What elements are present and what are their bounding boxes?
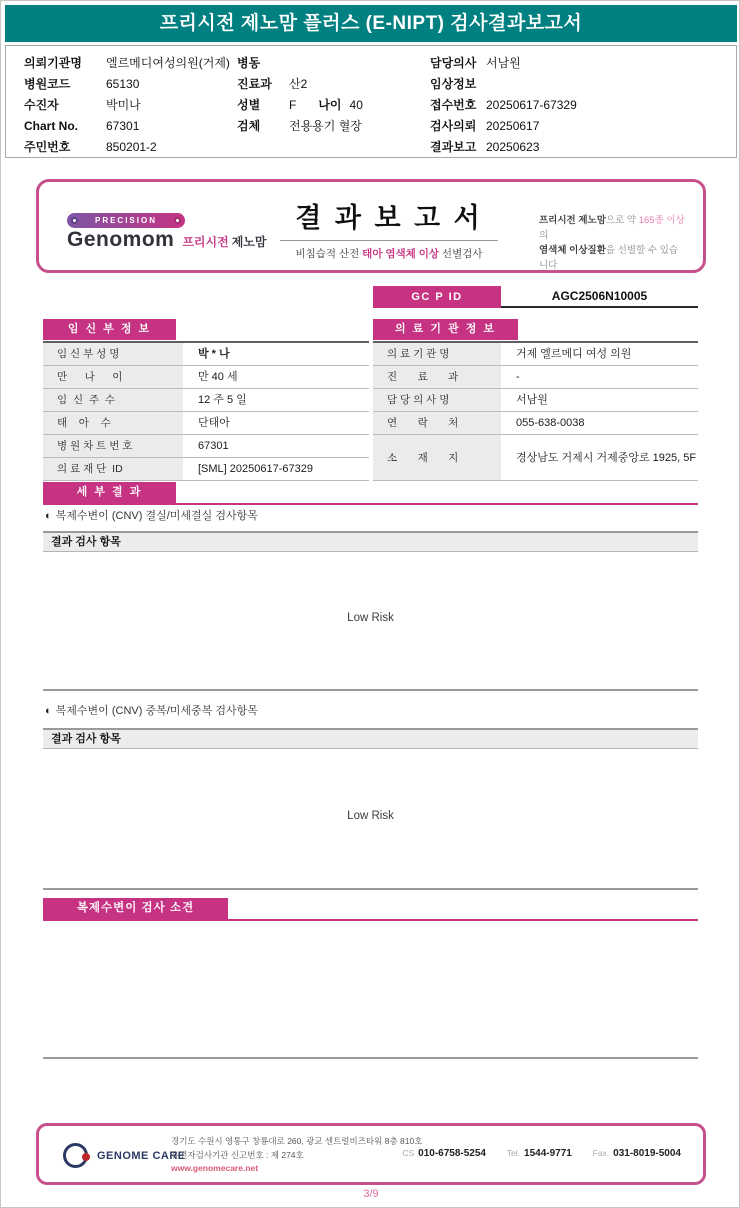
info-value: 20250617 — [486, 119, 540, 133]
patient-info-col2 — [237, 53, 432, 137]
table-row — [373, 412, 698, 435]
cnv-opinion-title: 복제수변이 검사 소견 — [43, 898, 228, 919]
info-value: 20250617-67329 — [486, 98, 577, 112]
genomom-logo-text: Genomom — [67, 228, 175, 251]
report-title: 결 과 보 고 서 — [295, 203, 483, 233]
low-risk-text: Low Risk — [347, 810, 394, 822]
info-row — [237, 95, 432, 116]
section-divider — [43, 888, 698, 890]
info-value: 엘르메디여성의원(거제) — [106, 56, 230, 70]
genomecare-logo-text: GENOME CARE — [97, 1149, 186, 1162]
footer-website[interactable]: www.genomecare.net — [171, 1163, 259, 1173]
result-column-header: 결과 검사 항목 — [43, 728, 698, 749]
row-value: [SML] 20250617-67329 — [183, 458, 369, 480]
row-label: 진 료 과 — [373, 366, 501, 388]
row-value: 67301 — [183, 435, 369, 457]
genomecare-logo — [63, 1143, 186, 1168]
promo-highlight: 165종 이상 — [638, 215, 685, 226]
detail-result-title: 세 부 결 과 — [43, 482, 176, 503]
footer-address-block — [171, 1135, 422, 1176]
info-row — [237, 116, 432, 137]
table-row — [43, 389, 369, 412]
info-row — [430, 74, 720, 95]
info-row — [430, 137, 720, 158]
info-row — [237, 74, 432, 95]
clinic-info-table — [373, 319, 698, 481]
half-circle-icon: ◐ — [45, 705, 52, 717]
row-label: 병 원 차 트 번 호 — [43, 435, 183, 457]
tel-label: Tel. — [506, 1148, 521, 1158]
info-value: 전용용기 혈장 — [289, 119, 362, 133]
gcpid-value: AGC2506N10005 — [501, 286, 698, 308]
precision-badge-label: PRECISION — [94, 216, 157, 225]
info-label: 검사의뢰 — [430, 119, 477, 133]
row-label: 연 락 처 — [373, 412, 501, 434]
row-value: 12 주 5 일 — [183, 389, 369, 411]
cs-number: 010-6758-5254 — [418, 1148, 486, 1159]
fax-number: 031-8019-5004 — [613, 1148, 681, 1159]
info-row — [430, 116, 720, 137]
row-label: 임 신 부 성 명 — [43, 343, 183, 365]
table-row — [373, 343, 698, 366]
brand-korean-precision: 프리시전 — [182, 235, 229, 249]
table-row — [373, 366, 698, 389]
patient-info-col3 — [430, 53, 720, 158]
gcpid-row — [373, 286, 698, 308]
info-label: 결과보고 — [430, 140, 477, 154]
row-value: 거제 엘르메디 여성 의원 — [501, 343, 698, 365]
fax-label: Fax. — [592, 1148, 610, 1158]
info-row — [24, 116, 239, 137]
mother-info-table — [43, 319, 369, 481]
info-row — [237, 53, 432, 74]
row-label: 담 당 의 사 명 — [373, 389, 501, 411]
title-divider — [280, 240, 498, 241]
info-row — [24, 95, 239, 116]
row-label: 태 아 수 — [43, 412, 183, 434]
promo-text: 프리시전 제노맘으로 약 165종 이상의 염색체 이상질환을 선별할 수 있습니다 — [539, 215, 685, 271]
info-label: 접수번호 — [430, 98, 477, 112]
patient-info-col1 — [24, 53, 239, 158]
table-row — [43, 458, 369, 481]
table-row — [43, 435, 369, 458]
info-label: 검체 — [237, 119, 261, 133]
result-column-header: 결과 검사 항목 — [43, 531, 698, 552]
row-value: 박 * 나 — [183, 343, 369, 365]
genomom-logo — [67, 228, 267, 252]
info-value: 산2 — [289, 77, 308, 91]
info-label: 나이 — [318, 98, 342, 112]
badge-dot-icon — [71, 217, 78, 224]
row-label: 의 료 기 관 명 — [373, 343, 501, 365]
subtitle-highlight: 태아 염색체 이상 — [362, 248, 440, 260]
genomecare-logo-icon — [63, 1143, 88, 1168]
row-value: - — [501, 366, 698, 388]
detail-result-section-header — [43, 482, 698, 505]
info-label: Chart No. — [24, 119, 78, 133]
cnv-deletion-heading: ◐ 복제수변이 (CNV) 결실/미세결실 검사항목 — [45, 510, 258, 522]
report-subtitle: 비침습적 산전 태아 염색체 이상 선별검사 — [295, 248, 483, 260]
footer-license: 유전자검사기관 신고번호 : 제 274호 — [171, 1149, 304, 1160]
precision-badge — [67, 213, 185, 228]
cs-label: CS — [402, 1148, 415, 1158]
info-label: 병원코드 — [24, 77, 71, 91]
info-label: 임상정보 — [430, 77, 477, 91]
info-row — [430, 95, 720, 116]
brand-korean-genomom: 제노맘 — [231, 235, 267, 249]
section-divider — [43, 689, 698, 691]
low-risk-text: Low Risk — [347, 612, 394, 624]
info-label: 진료과 — [237, 77, 272, 91]
logo-red-dot-icon — [82, 1153, 90, 1161]
info-row — [430, 53, 720, 74]
result-header-card — [36, 179, 706, 273]
cnv-opinion-section-header — [43, 898, 698, 921]
clinic-table-header: 의 료 기 관 정 보 — [373, 319, 518, 340]
info-label: 주민번호 — [24, 140, 71, 154]
page-number: 3/9 — [363, 1188, 379, 1200]
table-row — [373, 389, 698, 412]
half-circle-icon: ◐ — [45, 510, 52, 522]
section-divider — [43, 1057, 698, 1059]
info-value: 67301 — [106, 119, 140, 133]
report-title-block — [274, 196, 504, 261]
row-value: 서남원 — [501, 389, 698, 411]
info-label: 성별 — [237, 98, 261, 112]
report-title-banner: 프리시전 제노맘 플러스 (E-NIPT) 검사결과보고서 — [5, 5, 737, 42]
mother-table-header: 임 신 부 정 보 — [43, 319, 176, 340]
info-value: F — [289, 98, 297, 112]
table-row — [43, 343, 369, 366]
tel-number: 1544-9771 — [524, 1148, 572, 1159]
gcpid-label: GC P ID — [373, 286, 501, 308]
row-value: 경상남도 거제시 거제중앙로 1925, 5F — [501, 435, 698, 480]
info-label: 병동 — [237, 56, 261, 70]
row-value: 단태아 — [183, 412, 369, 434]
info-label: 의뢰기관명 — [24, 56, 82, 70]
badge-dot-icon — [174, 217, 181, 224]
info-value: 박미나 — [106, 98, 141, 112]
info-value: 65130 — [106, 77, 140, 91]
row-label: 만 나 이 — [43, 366, 183, 388]
table-row — [43, 366, 369, 389]
info-row — [24, 53, 239, 74]
patient-info-panel — [5, 45, 737, 158]
info-label: 담당의사 — [430, 56, 477, 70]
footer-contacts — [402, 1148, 681, 1159]
info-value: 40 — [349, 98, 363, 112]
footer-card — [36, 1123, 706, 1185]
footer-address: 경기도 수원시 영통구 창룡대로 260, 광교 센트럴비즈타워 8층 810호 — [171, 1136, 423, 1146]
info-value: 850201-2 — [106, 140, 157, 154]
row-value: 만 40 세 — [183, 366, 369, 388]
row-label: 소 재 지 — [373, 435, 501, 480]
table-row — [373, 435, 698, 481]
info-label: 수진자 — [24, 98, 59, 112]
row-label: 임 신 주 수 — [43, 389, 183, 411]
row-value: 055-638-0038 — [501, 412, 698, 434]
info-value: 20250623 — [486, 140, 540, 154]
info-value: 서남원 — [486, 56, 521, 70]
row-label: 의 료 재 단 ID — [43, 458, 183, 480]
table-row — [43, 412, 369, 435]
info-row — [24, 137, 239, 158]
cnv-duplication-heading: ◐ 복제수변이 (CNV) 중복/미세중복 검사항목 — [45, 705, 258, 717]
info-row — [24, 74, 239, 95]
